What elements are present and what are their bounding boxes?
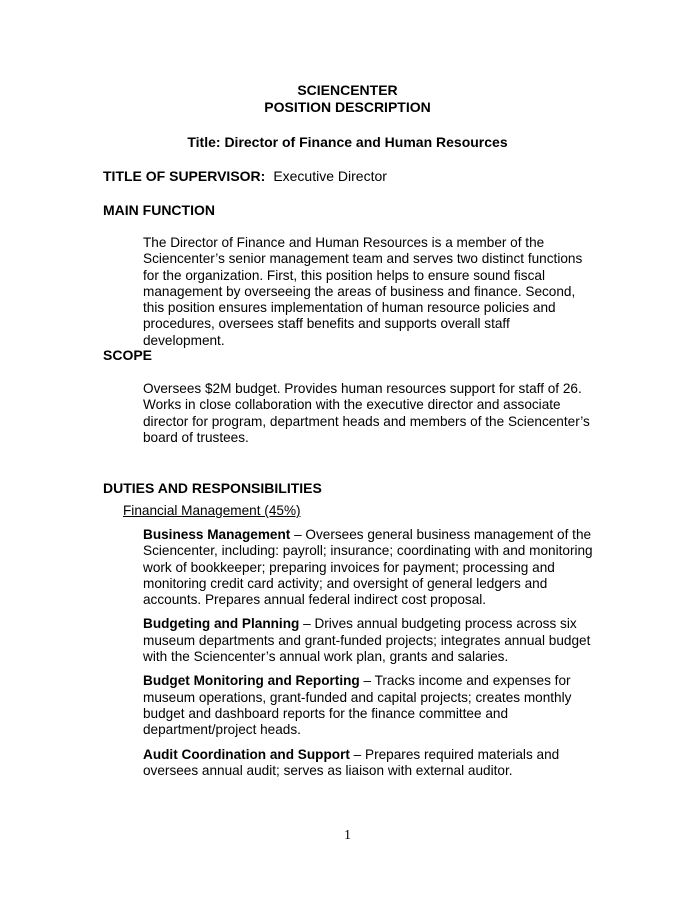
duty-title: Budgeting and Planning: [143, 616, 300, 632]
supervisor-label: TITLE OF SUPERVISOR:: [103, 168, 266, 184]
org-name: SCIENCENTER: [297, 82, 398, 98]
main-function-text: [143, 235, 595, 357]
document-type: POSITION DESCRIPTION: [264, 99, 431, 115]
duty-text: – Tracks income and expenses for museum operations, grant-funded and capital projects; creates monthly budget and dashboard reports for the finance committee and department/project heads.: [143, 673, 572, 738]
scope-paragraph: Oversees $2M budget. Provides human resources support for staff of 26. Works in close collaboration with the executive director and associate director for program, department heads and members of the Sciencenter’s board of trustees.: [143, 381, 590, 445]
scope-text: [143, 381, 595, 454]
duties-heading: DUTIES AND RESPONSIBILITIES: [103, 480, 322, 496]
main-function-heading: MAIN FUNCTION: [103, 202, 215, 218]
duty-title: Budget Monitoring and Reporting: [143, 673, 360, 689]
duty-text: – Oversees general business management of the Sciencenter, including: payroll; insurance; coordinating with and monitoring work of bookkeeper; preparing invoices for payment; processing and monitoring credit card activity; and oversight of general ledgers and accounts. Prepares annual federal indirect cost proposal.: [143, 527, 593, 608]
duty-title: Business Management: [143, 527, 291, 542]
duty-text: – Prepares required materials and oversees annual audit; serves as liaison with external auditor.: [143, 746, 560, 778]
duty-item: [143, 747, 595, 780]
financial-management-subheading: Financial Management (45%): [123, 503, 301, 518]
duty-text: – Drives annual budgeting process across six museum departments and grant-funded projects; integrates annual budget with the Sciencenter’s annual work plan, grants and salaries.: [143, 616, 591, 665]
duty-item: [143, 527, 595, 608]
supervisor-line: [103, 168, 387, 184]
main-function-paragraph: The Director of Finance and Human Resources is a member of the Sciencenter’s senior management team and serves two distinct functions for the organization. First, this position helps to ensure sound fiscal management by overseeing the areas of business and finance. Second, this position ensures implementation of human resource policies and procedures, oversees staff benefits and supports overall staff development.: [143, 235, 583, 348]
duty-title: Audit Coordination and Support: [143, 746, 350, 762]
supervisor-value: Executive Director: [273, 168, 387, 184]
duty-item: [143, 673, 595, 738]
position-title: Title: Director of Finance and Human Resources: [187, 134, 508, 150]
duties-list: [143, 527, 595, 787]
scope-heading: SCOPE: [103, 347, 153, 363]
duty-item: [143, 616, 595, 665]
page-number: 1: [344, 828, 351, 843]
